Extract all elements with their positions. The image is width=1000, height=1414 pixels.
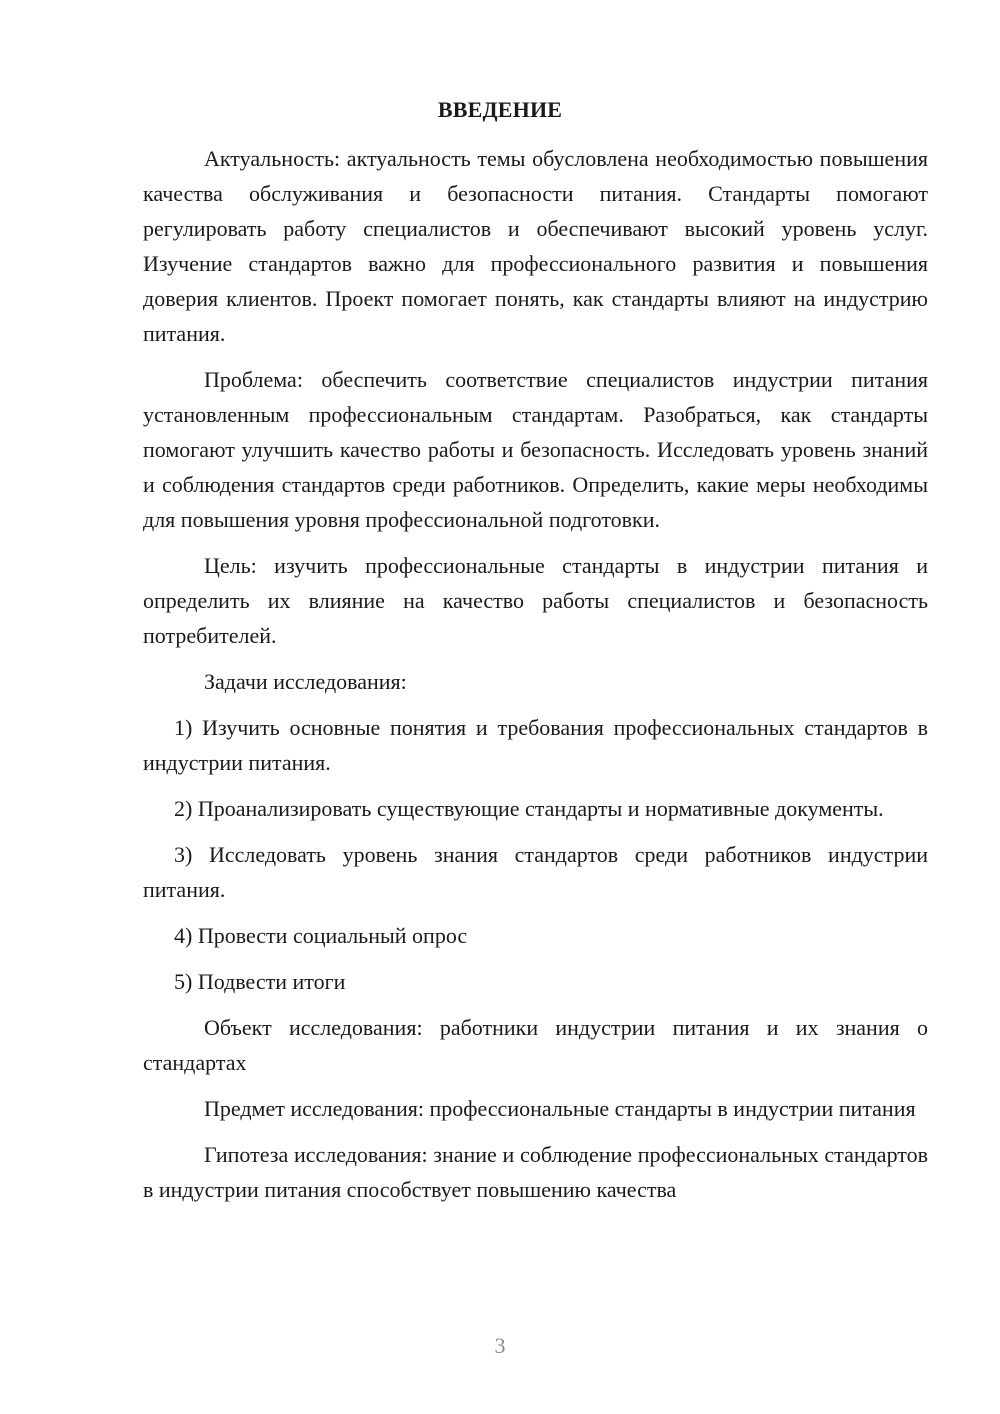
page-number: 3 (494, 1333, 506, 1358)
task-item-1: 1) Изучить основные понятия и требования профессиональных стандартов в индустрии питания. (143, 715, 928, 775)
task-item-5: 5) Подвести итоги (174, 969, 346, 994)
paragraph-goal: Цель: изучить профессиональные стандарты в индустрии питания и определить их влияние на качество работы специалистов и безопасность потребителей. (143, 553, 928, 648)
paragraph-tasks-heading: Задачи исследования: (204, 669, 407, 694)
document-body (143, 141, 928, 1218)
paragraph-hypothesis: Гипотеза исследования: знание и соблюдение профессиональных стандартов в индустрии питания способствует повышению качества (143, 1142, 928, 1202)
task-item-4: 4) Провести социальный опрос (174, 923, 468, 948)
task-item-2: 2) Проанализировать существующие стандарты и нормативные документы. (174, 796, 884, 821)
paragraph-object: Объект исследования: работники индустрии питания и их знания о стандартах (143, 1015, 928, 1075)
paragraph-relevance: Актуальность: актуальность темы обусловлена необходимостью повышения качества обслуживания и безопасности питания. Стандарты помогают регулировать работу специалистов и обеспечивают высокий уровень услуг. Изучение стандартов важно для профессионального развития и повышения доверия клиентов. Проект помогает понять, как стандарты влияют на индустрию питания. (143, 146, 928, 346)
task-item-3: 3) Исследовать уровень знания стандартов среди работников индустрии питания. (143, 842, 928, 902)
paragraph-subject: Предмет исследования: профессиональные стандарты в индустрии питания (204, 1096, 916, 1121)
page-title: ВВЕДЕНИЕ (437, 97, 563, 122)
paragraph-problem: Проблема: обеспечить соответствие специалистов индустрии питания установленным профессиональным стандартам. Разобраться, как стандарты помогают улучшить качество работы и безопасность. Исследовать уровень знаний и соблюдения стандартов среди работников. Определить, какие меры необходимы для повышения уровня профессиональной подготовки. (143, 367, 928, 532)
